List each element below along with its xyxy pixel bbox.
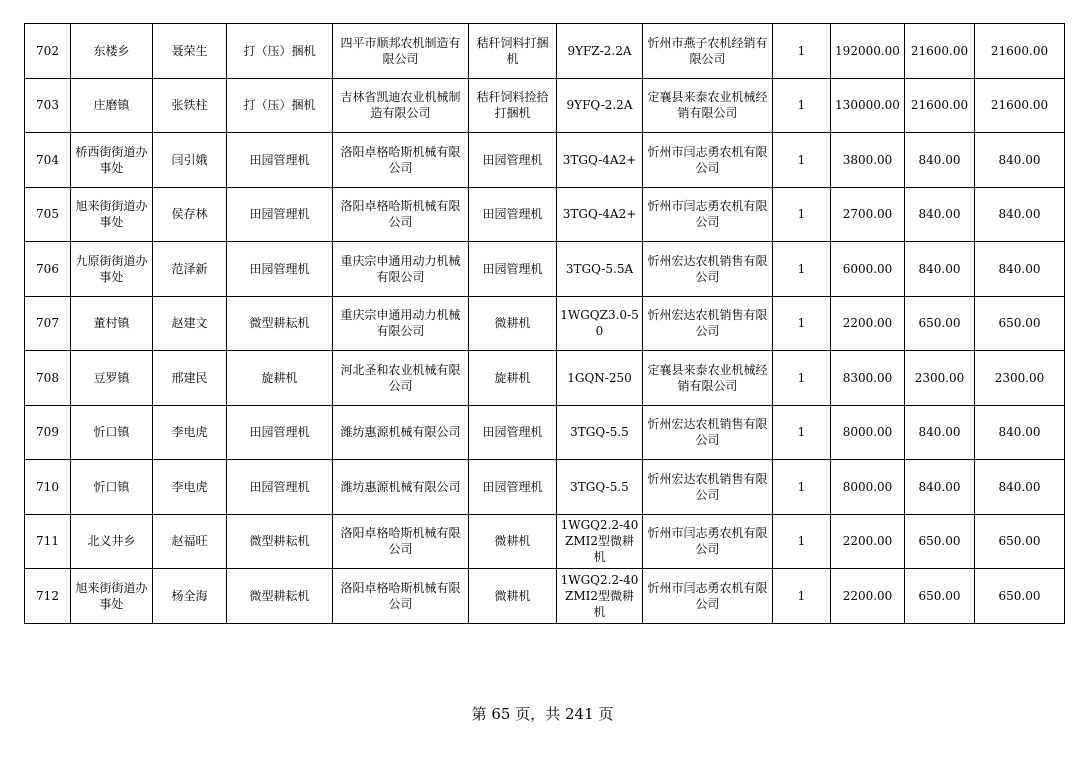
cell-row-number: 709 xyxy=(25,405,71,460)
cell-product-name: 微耕机 xyxy=(469,569,557,624)
cell-sale-price: 2200.00 xyxy=(831,514,905,569)
cell-quantity: 1 xyxy=(773,78,831,133)
cell-model-number: 1GQN-250 xyxy=(557,351,643,406)
cell-row-number: 712 xyxy=(25,569,71,624)
cell-township: 桥西街街道办事处 xyxy=(71,133,153,188)
cell-manufacturer: 吉林省凯迪农业机械制造有限公司 xyxy=(333,78,469,133)
cell-row-number: 703 xyxy=(25,78,71,133)
cell-subsidy-total: 840.00 xyxy=(975,187,1065,242)
cell-subsidy-total: 840.00 xyxy=(975,405,1065,460)
cell-township: 旭来街街道办事处 xyxy=(71,187,153,242)
cell-row-number: 707 xyxy=(25,296,71,351)
cell-subsidy-amount: 840.00 xyxy=(905,133,975,188)
cell-subsidy-total: 21600.00 xyxy=(975,24,1065,79)
cell-quantity: 1 xyxy=(773,296,831,351)
cell-row-number: 711 xyxy=(25,514,71,569)
cell-applicant-name: 张铁柱 xyxy=(153,78,227,133)
cell-applicant-name: 闫引娥 xyxy=(153,133,227,188)
cell-row-number: 706 xyxy=(25,242,71,297)
cell-dealer: 定襄县来泰农业机械经销有限公司 xyxy=(643,351,773,406)
table-row xyxy=(25,24,1065,79)
cell-sale-price: 8000.00 xyxy=(831,405,905,460)
cell-subsidy-total: 650.00 xyxy=(975,514,1065,569)
cell-product-name: 田园管理机 xyxy=(469,460,557,515)
table-row xyxy=(25,351,1065,406)
cell-sale-price: 130000.00 xyxy=(831,78,905,133)
cell-dealer: 忻州市闫志勇农机有限公司 xyxy=(643,133,773,188)
cell-applicant-name: 侯存林 xyxy=(153,187,227,242)
table-row xyxy=(25,514,1065,569)
cell-manufacturer: 重庆宗申通用动力机械有限公司 xyxy=(333,242,469,297)
cell-sale-price: 2200.00 xyxy=(831,296,905,351)
cell-machine-category: 田园管理机 xyxy=(227,405,333,460)
cell-subsidy-amount: 840.00 xyxy=(905,460,975,515)
subsidy-table xyxy=(24,23,1065,624)
cell-manufacturer: 四平市顺邦农机制造有限公司 xyxy=(333,24,469,79)
cell-product-name: 田园管理机 xyxy=(469,187,557,242)
cell-model-number: 1WGQZ3.0-50 xyxy=(557,296,643,351)
cell-quantity: 1 xyxy=(773,569,831,624)
cell-subsidy-total: 840.00 xyxy=(975,242,1065,297)
cell-quantity: 1 xyxy=(773,514,831,569)
cell-machine-category: 微型耕耘机 xyxy=(227,296,333,351)
cell-applicant-name: 李电虎 xyxy=(153,460,227,515)
cell-dealer: 忻州市闫志勇农机有限公司 xyxy=(643,187,773,242)
cell-subsidy-amount: 21600.00 xyxy=(905,24,975,79)
cell-sale-price: 6000.00 xyxy=(831,242,905,297)
cell-row-number: 710 xyxy=(25,460,71,515)
cell-quantity: 1 xyxy=(773,460,831,515)
cell-subsidy-amount: 840.00 xyxy=(905,405,975,460)
cell-product-name: 旋耕机 xyxy=(469,351,557,406)
table-row xyxy=(25,460,1065,515)
cell-dealer: 忻州市闫志勇农机有限公司 xyxy=(643,514,773,569)
cell-machine-category: 微型耕耘机 xyxy=(227,514,333,569)
cell-row-number: 702 xyxy=(25,24,71,79)
cell-model-number: 3TGQ-4A2+ xyxy=(557,187,643,242)
cell-subsidy-amount: 650.00 xyxy=(905,569,975,624)
cell-applicant-name: 聂荣生 xyxy=(153,24,227,79)
cell-product-name: 秸秆饲料打捆机 xyxy=(469,24,557,79)
cell-township: 忻口镇 xyxy=(71,460,153,515)
cell-manufacturer: 潍坊惠源机械有限公司 xyxy=(333,460,469,515)
cell-model-number: 1WGQ2.2-40ZMI2型微耕机 xyxy=(557,514,643,569)
cell-model-number: 3TGQ-5.5 xyxy=(557,405,643,460)
cell-dealer: 忻州宏达农机销售有限公司 xyxy=(643,405,773,460)
cell-product-name: 微耕机 xyxy=(469,296,557,351)
cell-product-name: 秸秆饲料捡拾打捆机 xyxy=(469,78,557,133)
cell-subsidy-total: 650.00 xyxy=(975,569,1065,624)
cell-dealer: 忻州宏达农机销售有限公司 xyxy=(643,460,773,515)
cell-subsidy-total: 840.00 xyxy=(975,133,1065,188)
cell-subsidy-total: 2300.00 xyxy=(975,351,1065,406)
cell-model-number: 3TGQ-4A2+ xyxy=(557,133,643,188)
cell-quantity: 1 xyxy=(773,405,831,460)
table-row xyxy=(25,133,1065,188)
table-body xyxy=(25,24,1065,624)
cell-applicant-name: 李电虎 xyxy=(153,405,227,460)
cell-model-number: 9YFQ-2.2A xyxy=(557,78,643,133)
cell-product-name: 田园管理机 xyxy=(469,133,557,188)
cell-subsidy-amount: 840.00 xyxy=(905,187,975,242)
cell-township: 豆罗镇 xyxy=(71,351,153,406)
cell-dealer: 忻州市闫志勇农机有限公司 xyxy=(643,569,773,624)
cell-subsidy-total: 840.00 xyxy=(975,460,1065,515)
cell-sale-price: 2700.00 xyxy=(831,187,905,242)
cell-applicant-name: 杨全海 xyxy=(153,569,227,624)
cell-row-number: 708 xyxy=(25,351,71,406)
cell-quantity: 1 xyxy=(773,242,831,297)
cell-sale-price: 8000.00 xyxy=(831,460,905,515)
cell-subsidy-amount: 2300.00 xyxy=(905,351,975,406)
cell-sale-price: 192000.00 xyxy=(831,24,905,79)
cell-manufacturer: 洛阳卓格哈斯机械有限公司 xyxy=(333,187,469,242)
table-row xyxy=(25,405,1065,460)
cell-model-number: 3TGQ-5.5 xyxy=(557,460,643,515)
cell-product-name: 微耕机 xyxy=(469,514,557,569)
cell-quantity: 1 xyxy=(773,351,831,406)
cell-model-number: 3TGQ-5.5A xyxy=(557,242,643,297)
cell-sale-price: 2200.00 xyxy=(831,569,905,624)
table-row xyxy=(25,569,1065,624)
cell-township: 董村镇 xyxy=(71,296,153,351)
cell-township: 忻口镇 xyxy=(71,405,153,460)
cell-dealer: 忻州宏达农机销售有限公司 xyxy=(643,296,773,351)
cell-dealer: 定襄县来泰农业机械经销有限公司 xyxy=(643,78,773,133)
cell-model-number: 1WGQ2.2-40ZMI2型微耕机 xyxy=(557,569,643,624)
cell-machine-category: 田园管理机 xyxy=(227,242,333,297)
cell-machine-category: 旋耕机 xyxy=(227,351,333,406)
cell-manufacturer: 河北圣和农业机械有限公司 xyxy=(333,351,469,406)
cell-quantity: 1 xyxy=(773,24,831,79)
cell-product-name: 田园管理机 xyxy=(469,242,557,297)
cell-sale-price: 8300.00 xyxy=(831,351,905,406)
cell-manufacturer: 洛阳卓格哈斯机械有限公司 xyxy=(333,569,469,624)
cell-manufacturer: 洛阳卓格哈斯机械有限公司 xyxy=(333,133,469,188)
cell-machine-category: 田园管理机 xyxy=(227,187,333,242)
cell-machine-category: 田园管理机 xyxy=(227,133,333,188)
cell-township: 九原街街道办事处 xyxy=(71,242,153,297)
cell-machine-category: 打（压）捆机 xyxy=(227,78,333,133)
cell-township: 旭来街街道办事处 xyxy=(71,569,153,624)
cell-row-number: 705 xyxy=(25,187,71,242)
cell-machine-category: 打（压）捆机 xyxy=(227,24,333,79)
cell-quantity: 1 xyxy=(773,187,831,242)
cell-township: 北义井乡 xyxy=(71,514,153,569)
table-row xyxy=(25,187,1065,242)
cell-township: 东楼乡 xyxy=(71,24,153,79)
cell-product-name: 田园管理机 xyxy=(469,405,557,460)
cell-subsidy-amount: 21600.00 xyxy=(905,78,975,133)
table-row xyxy=(25,242,1065,297)
cell-sale-price: 3800.00 xyxy=(831,133,905,188)
cell-manufacturer: 洛阳卓格哈斯机械有限公司 xyxy=(333,514,469,569)
cell-model-number: 9YFZ-2.2A xyxy=(557,24,643,79)
cell-subsidy-amount: 650.00 xyxy=(905,296,975,351)
cell-quantity: 1 xyxy=(773,133,831,188)
cell-manufacturer: 潍坊惠源机械有限公司 xyxy=(333,405,469,460)
cell-subsidy-amount: 650.00 xyxy=(905,514,975,569)
cell-applicant-name: 范泽新 xyxy=(153,242,227,297)
cell-township: 庄磨镇 xyxy=(71,78,153,133)
cell-subsidy-amount: 840.00 xyxy=(905,242,975,297)
cell-machine-category: 微型耕耘机 xyxy=(227,569,333,624)
cell-row-number: 704 xyxy=(25,133,71,188)
table-row xyxy=(25,296,1065,351)
cell-dealer: 忻州市燕子农机经销有限公司 xyxy=(643,24,773,79)
cell-applicant-name: 赵建文 xyxy=(153,296,227,351)
cell-subsidy-total: 650.00 xyxy=(975,296,1065,351)
page-footer: 第 65 页，共 241 页 xyxy=(471,705,614,723)
cell-machine-category: 田园管理机 xyxy=(227,460,333,515)
cell-subsidy-total: 21600.00 xyxy=(975,78,1065,133)
cell-applicant-name: 邢建民 xyxy=(153,351,227,406)
table-row xyxy=(25,78,1065,133)
cell-manufacturer: 重庆宗申通用动力机械有限公司 xyxy=(333,296,469,351)
cell-applicant-name: 赵福旺 xyxy=(153,514,227,569)
cell-dealer: 忻州宏达农机销售有限公司 xyxy=(643,242,773,297)
